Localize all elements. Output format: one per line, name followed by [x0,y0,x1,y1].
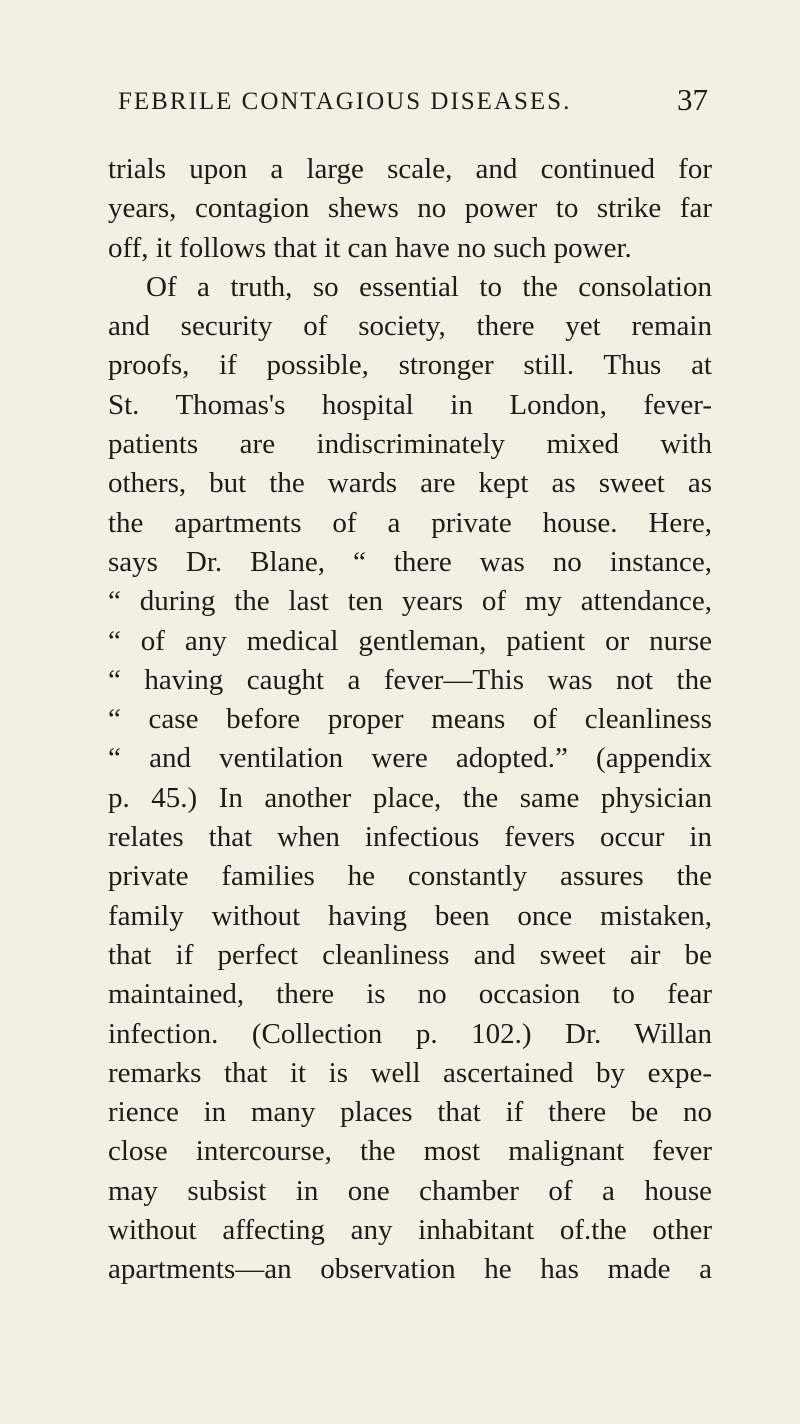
text-line: “ having caught a fever—This was not the [108,663,712,696]
text-line: without affecting any inhabitant of.the other [108,1214,712,1247]
text-line: Of a truth, so essential to the consolation [146,270,712,303]
text-line: years, contagion shews no power to strike far [108,192,712,225]
text-line: remarks that it is well ascertained by expe- [108,1056,712,1089]
text-line: patients are indiscriminately mixed with [108,428,712,461]
text-line: says Dr. Blane, “ there was no instance, [108,545,712,578]
text-line: “ case before proper means of cleanliness [108,703,712,736]
text-line: St. Thomas's hospital in London, fever- [108,388,712,421]
text-line: off, it follows that it can have no such power. [108,231,632,264]
text-line: p. 45.) In another place, the same physician [108,781,712,814]
body-text [108,150,712,1290]
text-line: close intercourse, the most malignant fever [108,1135,712,1168]
text-line: and security of society, there yet remain [108,310,712,343]
text-line: trials upon a large scale, and continued for [108,153,712,185]
text-line: “ and ventilation were adopted.” (appendix [108,742,712,775]
text-line: proofs, if possible, stronger still. Thus at [108,349,712,382]
text-line: others, but the wards are kept as sweet as [108,467,712,500]
running-title: FEBRILE CONTAGIOUS DISEASES. [118,88,572,115]
text-line: relates that when infectious fevers occur in [108,821,712,854]
text-line: may subsist in one chamber of a house [108,1174,712,1207]
text-line: infection. (Collection p. 102.) Dr. Willan [108,1017,712,1050]
text-line: “ of any medical gentleman, patient or nurse [108,624,712,657]
text-line: family without having been once mistaken, [108,899,712,932]
running-head [118,82,708,128]
text-line: rience in many places that if there be no [108,1096,712,1129]
text-line: the apartments of a private house. Here, [108,506,712,539]
text-line: apartments—an observation he has made a [108,1253,712,1286]
text-line: maintained, there is no occasion to fear [108,978,712,1011]
text-line: private families he constantly assures the [108,860,712,893]
text-line: that if perfect cleanliness and sweet air be [108,938,712,971]
text-line: “ during the last ten years of my attendance, [108,585,712,618]
page-number: 37 [677,82,708,117]
